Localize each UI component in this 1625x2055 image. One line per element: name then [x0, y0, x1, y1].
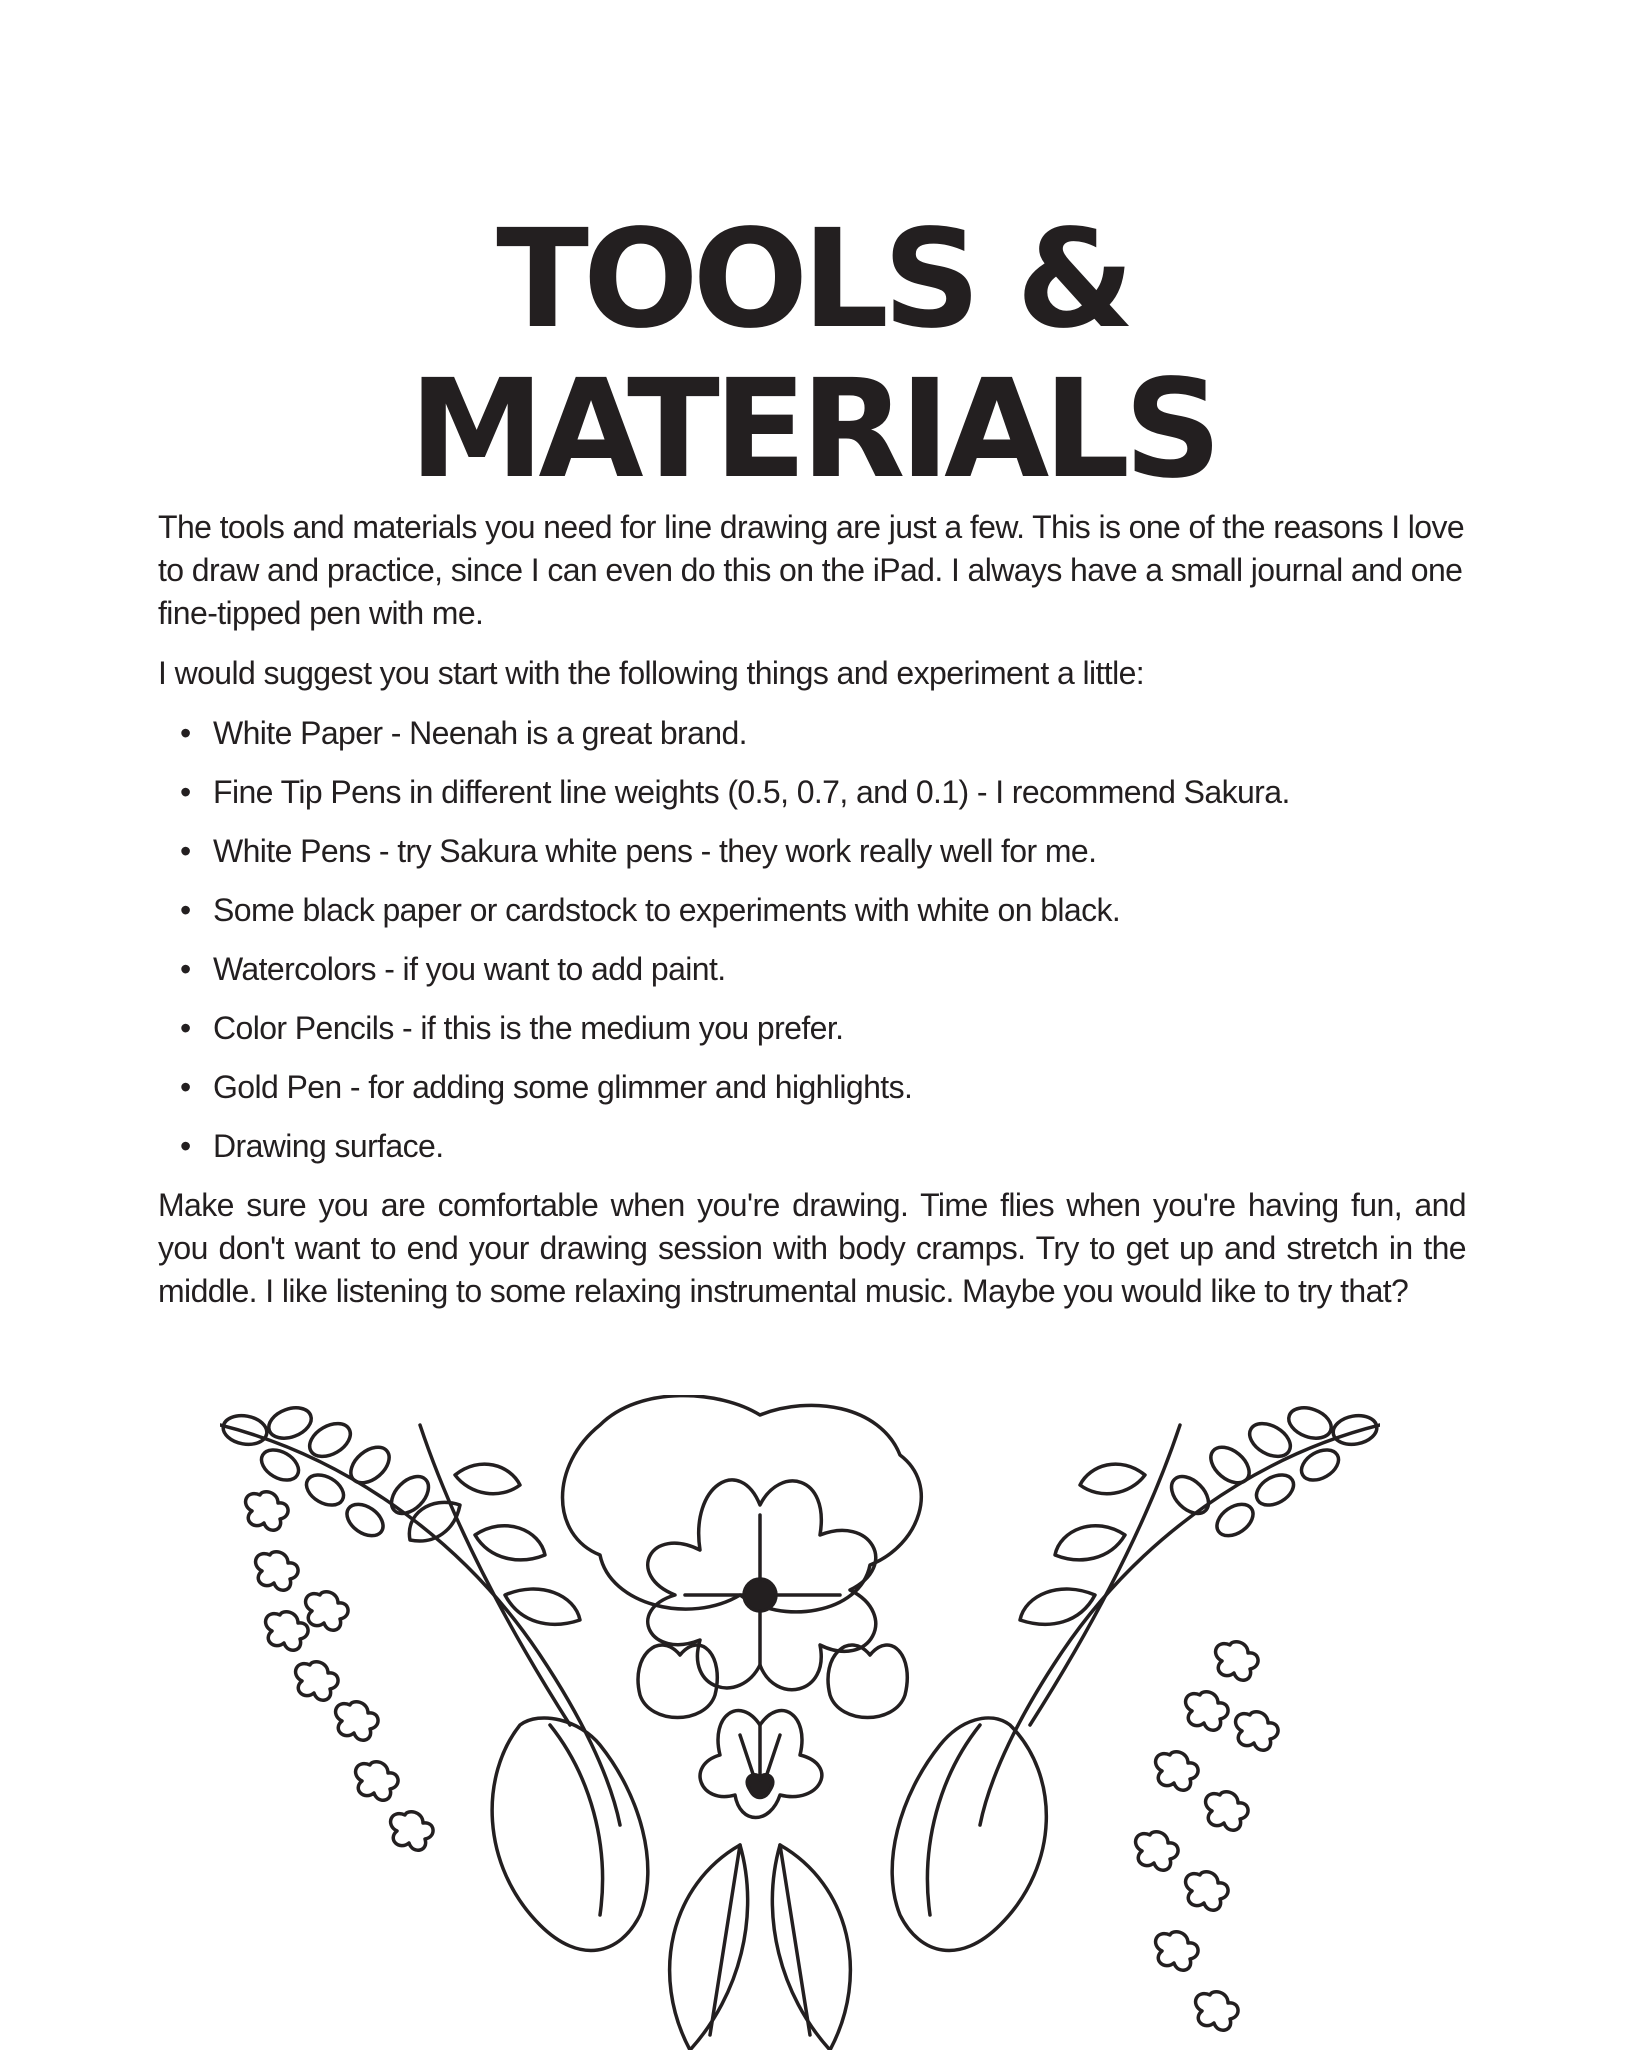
bullet-icon: •	[180, 1010, 191, 1046]
body-text	[158, 506, 1466, 1330]
list-item-text: Color Pencils - if this is the medium you prefer.	[213, 1010, 844, 1046]
left-lilac-cluster	[246, 1492, 433, 1851]
bullet-icon: •	[180, 833, 191, 869]
central-flower	[648, 1480, 876, 1690]
list-item	[158, 889, 1466, 932]
list-item-text: Gold Pen - for adding some glimmer and highlights.	[213, 1069, 913, 1105]
bullet-icon: •	[180, 715, 191, 751]
bullet-icon: •	[180, 892, 191, 928]
suggestion-paragraph: I would suggest you start with the following things and experiment a little:	[158, 655, 1145, 691]
list-item	[158, 771, 1466, 814]
bullet-icon: •	[180, 951, 191, 987]
list-item-text: Watercolors - if you want to add paint.	[213, 951, 726, 987]
right-tulip	[892, 1718, 1046, 1951]
list-item-text: White Pens - try Sakura white pens - they work really well for me.	[213, 833, 1097, 869]
flower-bouquet-icon	[220, 1395, 1380, 2050]
title-line-2: MATERIALS	[409, 351, 1216, 509]
title-line-1: TOOLS &	[496, 201, 1129, 359]
page-title	[0, 201, 1625, 509]
list-item	[158, 1125, 1466, 1168]
left-fern-leaves	[221, 1402, 436, 1542]
bullet-icon: •	[180, 1128, 191, 1164]
bullet-icon: •	[180, 774, 191, 810]
list-item-text: Fine Tip Pens in different line weights (0.5, 0.7, and 0.1) - I recommend Sakura.	[213, 774, 1290, 810]
materials-list	[158, 712, 1466, 1168]
list-item	[158, 712, 1466, 755]
right-lilac-cluster	[1136, 1642, 1278, 2031]
intro-paragraph: The tools and materials you need for line drawing are just a few. This is one of the reasons I love to draw and practice, since I can even do this on the iPad. I always have a small journal and one fine-tipped pen with me.	[158, 509, 1465, 631]
closing-paragraph: Make sure you are comfortable when you're drawing. Time flies when you're having fun, and you don't want to end your drawing session with body cramps. Try to get up and stretch in the middle. I like listening to some relaxing instrumental music. Maybe you would like to try that?	[158, 1187, 1466, 1309]
list-item	[158, 1007, 1466, 1050]
list-item-text: White Paper - Neenah is a great brand.	[213, 715, 747, 751]
list-item	[158, 1066, 1466, 1109]
list-item-text: Some black paper or cardstock to experiments with white on black.	[213, 892, 1121, 928]
list-item-text: Drawing surface.	[213, 1128, 444, 1164]
bullet-icon: •	[180, 1069, 191, 1105]
list-item	[158, 830, 1466, 873]
floral-illustration	[220, 1395, 1380, 2050]
list-item	[158, 948, 1466, 991]
right-fern-leaves	[1165, 1402, 1380, 1542]
